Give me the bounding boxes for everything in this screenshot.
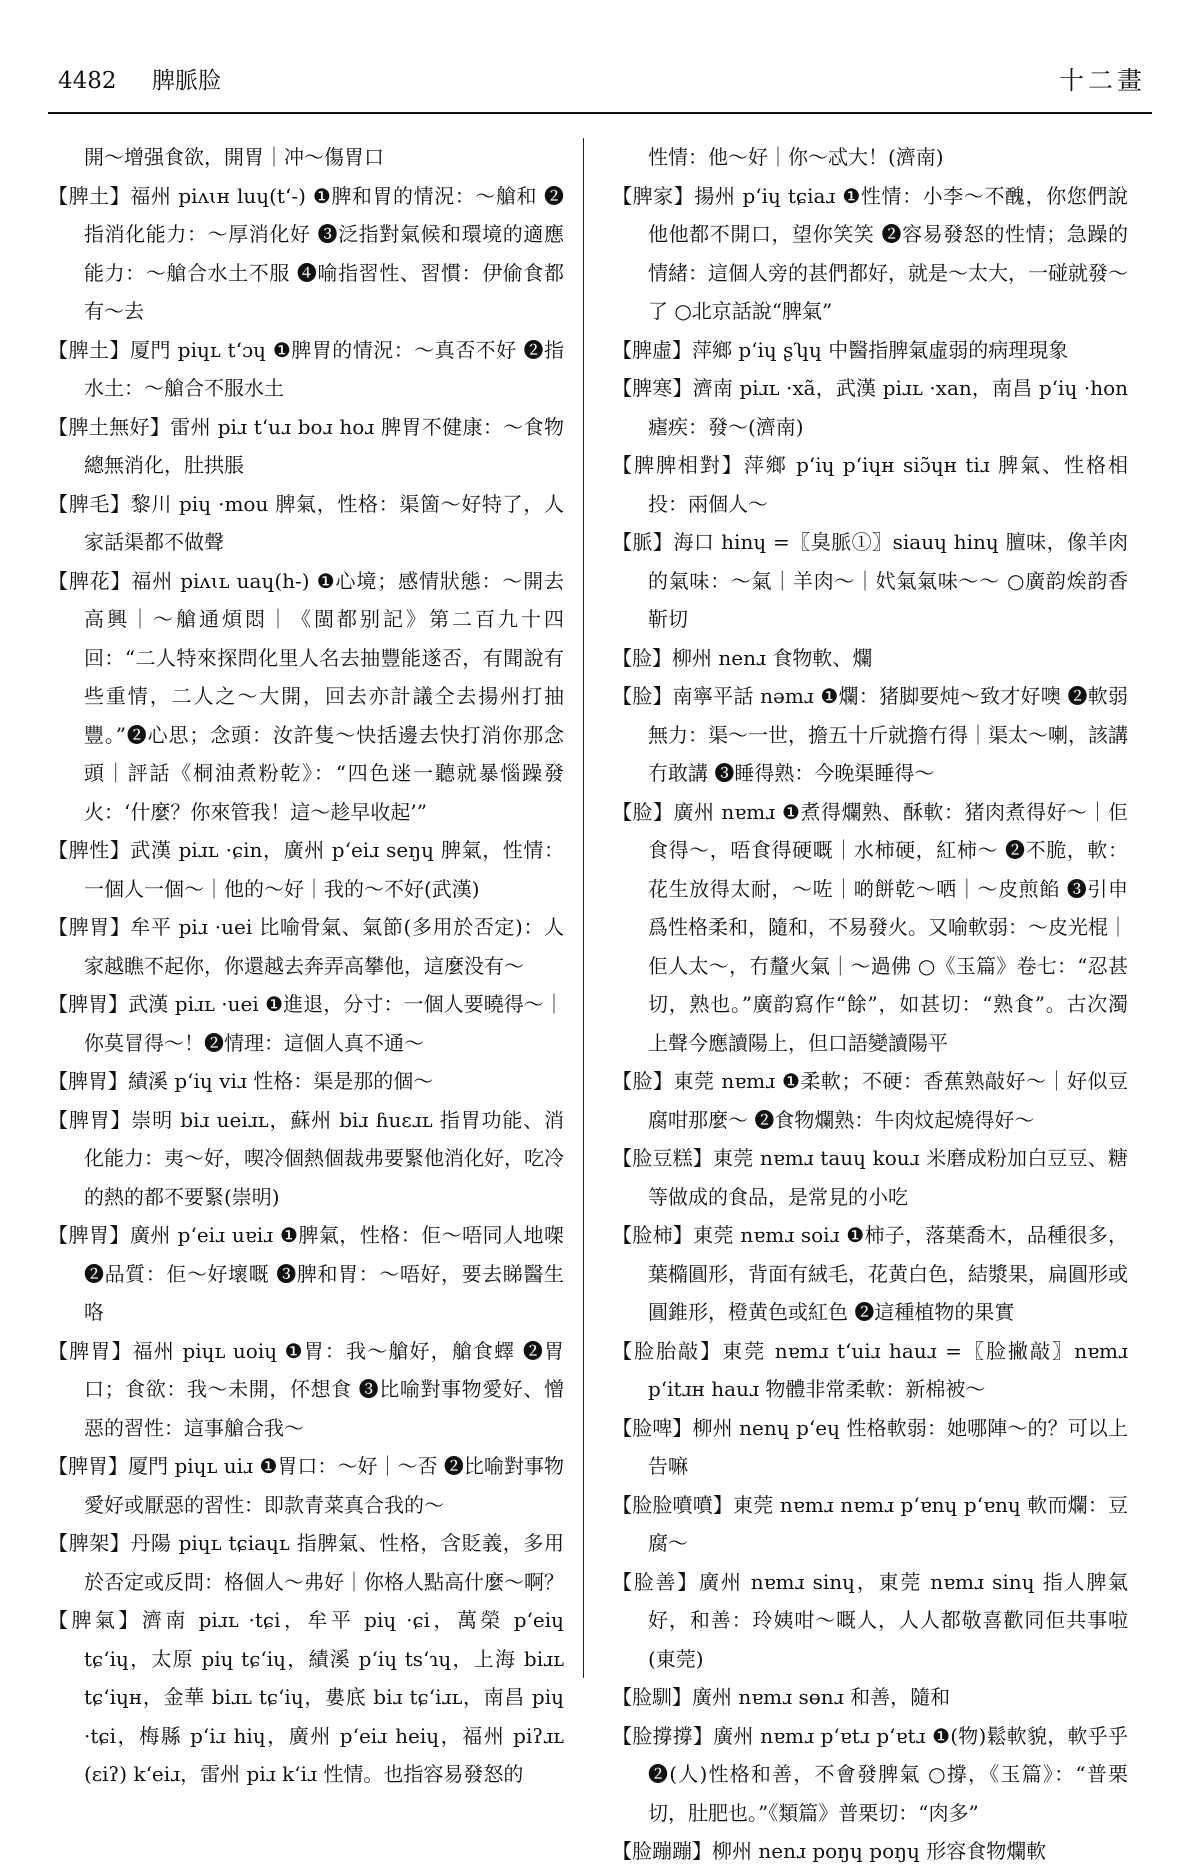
dictionary-entry: 【脸】柳州 nenɹ 食物軟、爛 — [612, 645, 873, 670]
dictionary-entry: 【脾家】揚州 pʻiɥ tɕiaɹ ❶性情：小李～不醜，你您們說他他都不開口，望你笑笑 ❷容易發怒的性情；急躁的情緒：這個人旁的甚們都好，就是～太大，一碰就發～了 ○北京話說“脾氣” — [612, 183, 1128, 323]
dictionary-entry: 【脾寒】濟南 piɹʟ ·xã，武漢 piɹʟ ·xan，南昌 pʻiɥ ·hon 瘧疾：發～(濟南) — [612, 376, 1128, 439]
left-column — [48, 138, 564, 1786]
dictionary-entry: 【脾土無好】雷州 piɹ tʻuɹ boɹ hoɹ 脾胃不健康：～食物總無消化，肚拱脹 — [48, 414, 564, 477]
dictionary-entry: 【脸蹦蹦】柳州 nenɹ poŋɥ poŋɥ 形容食物爛軟 — [612, 1839, 1047, 1863]
dictionary-entry: 性情：他～好｜你～忒大！(濟南) — [648, 145, 944, 169]
dictionary-entry: 【脾脾相對】萍鄉 pʻiɥ pʻiɥʜ siɔ̃ɥʜ tiɹ 脾氣、性格相投：兩個人～ — [612, 453, 1128, 516]
dictionary-entry: 【脾胃】厦門 piɥʟ uiɹ ❶胃口：～好｜～否 ❷比喻對事物愛好或厭惡的習性：即款青菜真合我的～ — [48, 1454, 564, 1517]
column-divider — [583, 138, 584, 1678]
dictionary-entry: 【脾胃】武漢 piɹʟ ·uei ❶進退，分寸：一個人要曉得～｜你莫冒得～！❷情理：這個人真不通～ — [48, 992, 564, 1055]
dictionary-entry: 【脾胃】牟平 piɹ ·uei 比喻骨氣、氣節(多用於否定)：人家越瞧不起你，你還越去奔弄高攀他，這麼没有～ — [48, 915, 564, 978]
dictionary-entry: 【脸啤】柳州 nenɥ pʻeɥ 性格軟弱：她哪陣～的？可以上告嘛 — [612, 1415, 1128, 1478]
dictionary-entry: 【脾胃】福州 piɥʟ uoiɥ ❶胃：我～艙好，艙食蠌 ❷胃口；食欲：我～未開，伓想食 ❸比喻對事物愛好、憎惡的習性：這事艙合我～ — [48, 1338, 564, 1440]
dictionary-entry: 【脸】南寧平話 nəmɹ ❶爛：猪脚要炖～致才好噢 ❷軟弱無力：渠～一世，擔五十斤就擔冇得｜渠太～喇，該講冇敢講 ❸睡得熟：今晚渠睡得～ — [612, 684, 1128, 785]
dictionary-entry: 【脸柿】東莞 nɐmɹ soiɹ ❶柿子，落葉喬木，品種很多，葉橢圓形，背面有絨毛，花黄白色，結漿果，扁圓形或圓錐形，橙黄色或紅色 ❷這種植物的果實 — [612, 1223, 1128, 1324]
dictionary-entry: 【脾土】厦門 piɥʟ tʻɔɥ ❶脾胃的情況：～真否不好 ❷指水土：～艙合不服水土 — [48, 337, 564, 400]
dictionary-entry: 【脾花】福州 piʌɩʟ uaɥ(h-) ❶心境；感情狀態：～開去高興｜～艙通煩悶｜《閩都别記》第二百九十四回：“二人特來探問化里人名去抽豐能遂否，有聞說有些重情，二人之～大開，回去亦計議仝去揚州打抽豐。”❷心思；念頭：汝許隻～快括邊去快打消你那念頭｜評話《桐油煮粉乾》：“四色迷一聽就暴惱躁發火：‘什麼？你來管我！這～趁早收起’” — [48, 568, 564, 824]
dictionary-entry: 【脾胃】崇明 biɹ ueiɹʟ，蘇州 biɹ ɦuɛɹʟ 指胃功能、消化能力：夷～好，喫冷個熱個裁弗要緊他消化好，吃冷的熱的都不要緊(崇明) — [48, 1107, 564, 1209]
dictionary-entry: 開～增强食欲，開胃｜冲～傷胃口 — [84, 145, 384, 169]
dictionary-entry: 【脾胃】廣州 pʻeiɹ uɐiɹ ❶脾氣，性格：佢～唔同人地㗎 ❷品質：佢～好壞嘅 ❸脾和胃：～唔好，要去睇醫生咯 — [48, 1223, 564, 1324]
dictionary-entry: 【脈】海口 hinɥ =〖臭脈①〗siauɥ hinɥ 膻味，像羊肉的氣味：～氣｜羊肉～｜㚤氣氣味～～ ○廣韵㶼韵香靳切 — [612, 530, 1128, 631]
dictionary-entry: 【脸馴】廣州 nɐmɹ sɵnɹ 和善，隨和 — [612, 1685, 951, 1709]
dictionary-entry: 【脾性】武漢 piɹʟ ·ɕin，廣州 pʻeiɹ seŋɥ 脾氣，性情：一個人一個～｜他的～好｜我的～不好(武漢) — [48, 838, 564, 901]
dictionary-entry: 【脾土】福州 piʌɩʜ luɥ(tʻ-) ❶脾和胃的情況：～艙和 ❷指消化能力：～厚消化好 ❸泛指對氣候和環境的適應能力：～艙合水土不服 ❹喻指習性、習慣：伊偷食都有～去 — [48, 183, 564, 323]
dictionary-entry: 【脸胎敲】東莞 nɐmɹ tʻuiɹ hauɹ =〖脸撇敲〗nɐmɹ pʻitɹʜ hauɹ 物體非常柔軟：新棉被～ — [612, 1338, 1128, 1401]
dictionary-entry: 【脸】東莞 nɐmɹ ❶柔軟；不硬：香蕉熟敲好～｜好似豆腐咁那麼～ ❷食物爛熟：牛肉炆起燒得好～ — [612, 1069, 1128, 1132]
page-number: 4482 — [58, 68, 117, 94]
dictionary-entry: 【脾胃】績溪 pʻiɥ viɹ 性格：渠是那的個～ — [48, 1069, 434, 1093]
page-header — [48, 62, 1152, 114]
dictionary-entry: 【脾氣】濟南 piɹʟ ·tɕi，牟平 piɥ ·ɕi，萬榮 pʻeiɥ tɕʻiɥ，太原 piɥ tɕʻiɥ，績溪 pʻiɥ tsʻɿɥ，上海 biɹʟ tɕʻiɥʜ，金華 biɹʟ tɕʻiɥ，婁底 biɹ tɕʻiɹʟ，南昌 piɥ ·tɕi，梅縣 pʻiɹ hiɥ，廣州 pʻeiɹ heiɥ，福州 piʔɹʟ (ɛiʔ) kʻeiɹ，雷州 piɹ kʻiɹ 性情。也指容易發怒的 — [48, 1608, 564, 1786]
dictionary-entry: 【脸脸噴噴】東莞 nɐmɹ nɐmɹ pʻɐnɥ pʻɐnɥ 軟而爛：豆腐～ — [612, 1492, 1128, 1555]
dictionary-entry: 【脸】廣州 nɐmɹ ❶煮得爛熟、酥軟：猪肉煮得好～｜佢食得～，唔食得硬嘅｜水柿硬，紅柿～ ❷不脆，軟：花生放得太耐，～咗｜啲餅乾～哂｜～皮煎餡 ❸引申爲性格柔和，隨和，不易發火。又喻軟弱：～皮光棍｜佢人太～，冇釐火氣｜～過佛 ○《玉篇》卷七：“忍甚切，熟也。”廣韵寫作“餘”，如甚切：“熟食”。古次濁上聲今應讀陽上，但口語變讀陽平 — [612, 799, 1128, 1055]
dictionary-entry: 【脸善】廣州 nɐmɹ sinɥ，東莞 nɐmɹ sinɥ 指人脾氣好，和善：玲姨咁～嘅人，人人都敬喜歡同佢共事啦(東莞) — [612, 1569, 1128, 1671]
dictionary-entry: 【脾虛】萍鄉 pʻiɥ ʂʮɥ 中醫指脾氣虛弱的病理現象 — [612, 337, 1069, 362]
header-characters: 脾脈脸 — [152, 68, 221, 94]
dictionary-entry: 【脸撐撐】廣州 nɐmɹ pʻɐtɹ pʻɐtɹ ❶(物)鬆軟貌，軟乎乎 ❷(人)性格和善，不會發脾氣 ○撐，《玉篇》：“普栗切，肚肥也。”《類篇》普栗切：“肉多” — [612, 1723, 1128, 1825]
dictionary-entry: 【脾毛】黎川 piɥ ·mou 脾氣，性格：渠箇～好特了，人家話渠都不做聲 — [48, 491, 564, 554]
dictionary-entry: 【脸豆糕】東莞 nɐmɹ tauɥ kouɹ 米磨成粉加白豆豆、糖等做成的食品，是常見的小吃 — [612, 1146, 1128, 1209]
dictionary-entry: 【脾架】丹陽 piɥʟ tɕiaɥʟ 指脾氣、性格，含貶義，多用於否定或反問：格個人～弗好｜你格人點高什麼～啊？ — [48, 1531, 564, 1594]
stroke-section-label: 十二畫 — [1058, 66, 1146, 95]
right-column — [612, 138, 1128, 1863]
